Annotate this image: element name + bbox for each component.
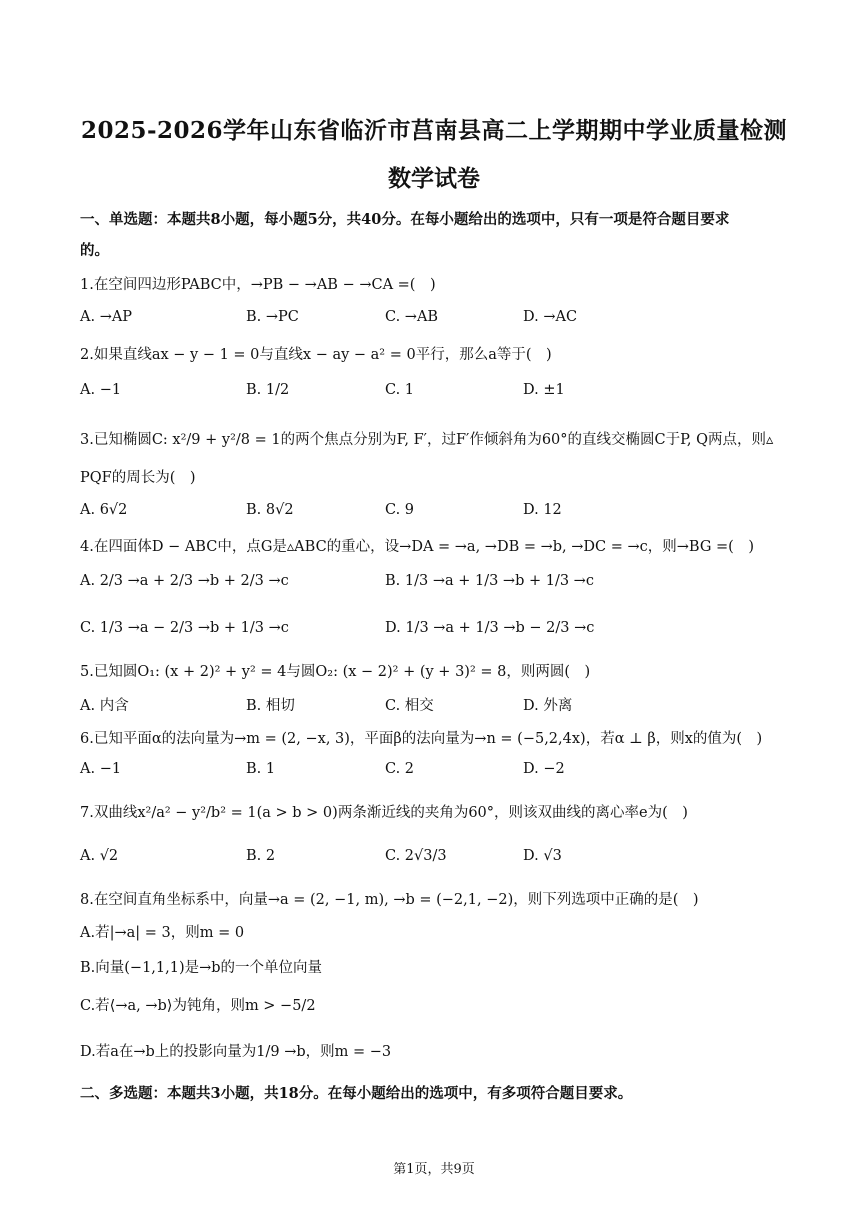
q1-option-d: D. →AC — [523, 309, 578, 325]
section1-header-line1: 一、单选题：本题共8小题，每小题5分，共40分。在每小题给出的选项中，只有一项是符合题目要求 — [80, 211, 730, 228]
page-footer: 第1页，共9页 — [393, 1162, 475, 1177]
section2-header: 二、多选题：本题共3小题，共18分。在每小题给出的选项中，有多项符合题目要求。 — [80, 1085, 633, 1102]
q4-option-a: A. 2/3 →a + 2/3 →b + 2/3 →c — [80, 573, 289, 589]
q3-option-c: C. 9 — [385, 502, 415, 518]
q7-option-c: C. 2√3/3 — [385, 848, 447, 864]
question-2-stem: 2.如果直线ax − y − 1 = 0与直线x − ay − a² = 0平行，那么a等于( ) — [80, 347, 552, 363]
question-3-stem: 3.已知椭圆C: x²/9 + y²/8 = 1的两个焦点分别为F, F′，过F′作倾斜角为60°的直线交椭圆C于P, Q两点，则▵ — [80, 432, 774, 448]
q6-option-d: D. −2 — [523, 761, 565, 777]
question-5-stem: 5.已知圆O₁: (x + 2)² + y² = 4与圆O₂: (x − 2)² + (y + 3)² = 8，则两圆( ) — [80, 664, 591, 680]
q8-option-d: D.若a在→b上的投影向量为1/9 →b，则m = −3 — [80, 1044, 392, 1060]
q7-option-a: A. √2 — [80, 848, 119, 864]
question-8-stem: 8.在空间直角坐标系中，向量→a = (2, −1, m), →b = (−2,1, −2)，则下列选项中正确的是( ) — [80, 892, 699, 908]
q4-option-c: C. 1/3 →a − 2/3 →b + 1/3 →c — [80, 620, 289, 636]
q2-option-b: B. 1/2 — [246, 382, 290, 398]
question-7-stem: 7.双曲线x²/a² − y²/b² = 1(a > b > 0)两条渐近线的夹角为60°，则该双曲线的离心率e为( ) — [80, 805, 688, 821]
question-3-stem-cont: PQF的周长为( ) — [80, 470, 196, 486]
q7-option-b: B. 2 — [246, 848, 276, 864]
q5-option-c: C. 相交 — [385, 698, 434, 714]
q6-option-c: C. 2 — [385, 761, 415, 777]
q1-option-c: C. →AB — [385, 309, 439, 325]
q2-option-a: A. −1 — [80, 382, 122, 398]
question-6-stem: 6.已知平面α的法向量为→m = (2, −x, 3)，平面β的法向量为→n = (−5,2,4x)，若α ⊥ β，则x的值为( ) — [80, 731, 763, 747]
q5-option-a: A. 内含 — [80, 698, 129, 714]
q6-option-a: A. −1 — [80, 761, 122, 777]
q7-option-d: D. √3 — [523, 848, 562, 864]
question-1-stem: 1.在空间四边形PABC中，→PB − →AB − →CA =( ) — [80, 277, 436, 293]
q4-option-d: D. 1/3 →a + 1/3 →b − 2/3 →c — [385, 620, 595, 636]
q2-option-c: C. 1 — [385, 382, 415, 398]
q3-option-b: B. 8√2 — [246, 502, 294, 518]
question-4-stem: 4.在四面体D − ABC中，点G是▵ABC的重心，设→DA = →a, →DB = →b, →DC = →c，则→BG =( ) — [80, 539, 754, 555]
q8-option-c: C.若⟨→a, →b⟩为钝角，则m > −5/2 — [80, 998, 316, 1014]
section1-header-line2: 的。 — [80, 242, 109, 259]
q8-option-a: A.若|→a| = 3，则m = 0 — [80, 925, 245, 941]
q5-option-b: B. 相切 — [246, 698, 295, 714]
page-title: 2025-2026学年山东省临沂市莒南县高二上学期期中学业质量检测 — [80, 117, 788, 144]
q2-option-d: D. ±1 — [523, 382, 565, 398]
q3-option-d: D. 12 — [523, 502, 562, 518]
q3-option-a: A. 6√2 — [80, 502, 128, 518]
page-subtitle: 数学试卷 — [388, 165, 480, 192]
q8-option-b: B.向量(−1,1,1)是→b的一个单位向量 — [80, 960, 323, 976]
q1-option-a: A. →AP — [80, 309, 133, 325]
q4-option-b: B. 1/3 →a + 1/3 →b + 1/3 →c — [385, 573, 594, 589]
q6-option-b: B. 1 — [246, 761, 276, 777]
q1-option-b: B. →PC — [246, 309, 299, 325]
q5-option-d: D. 外离 — [523, 698, 573, 714]
